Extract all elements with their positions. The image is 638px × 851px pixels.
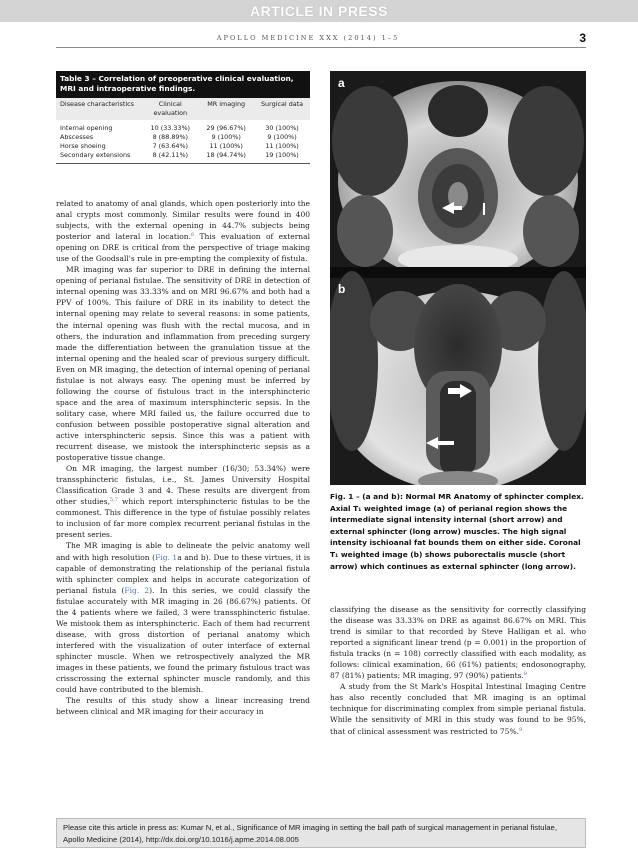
citation-ref[interactable]: 9	[518, 726, 523, 733]
table-cell: Abscesses	[60, 133, 94, 142]
table-label: Table 3 –	[60, 74, 99, 83]
text-run: A study from the St Mark's Hospital Intestinal Imaging Centre has also recently concluded that MR imaging is an optimal technique for discriminating complex from simple perianal fistula. While the sensitivity of MRI in this study was found to be 95%, that of clinical assessment was restricted to 75%.	[330, 682, 586, 736]
table-cell: 30 (100%)	[265, 124, 299, 133]
right-text-column	[330, 604, 586, 737]
figure-link[interactable]: Fig. 1	[155, 552, 178, 562]
table-cell: 7 (63.64%)	[152, 142, 189, 151]
table-cell: 8 (42.11%)	[152, 151, 189, 160]
panel-a-label: a	[338, 76, 345, 90]
table-row	[56, 133, 310, 142]
journal-name: APOLLO MEDICINE XXX (2014) 1–5	[216, 34, 400, 42]
paragraph: The results of this study show a linear increasing trend between clinical and MR imaging for their accuracy in	[56, 696, 310, 717]
text-run: related to anatomy of anal glands, which open posteriorly into the anal crypts most commonly. Similar results were found in 400 subjects, with the external opening in 44.7% subjects being posterior and lateral in location.	[56, 199, 310, 242]
column-header: MR imaging	[207, 100, 246, 108]
text-run: which report intersphincteric fistulas to be the commonest. This difference in the type of fistulae possibly relates to inclusion of far more complex recurrent perianal fistulas in the present series.	[56, 497, 310, 540]
citation-ref[interactable]: 8	[523, 671, 528, 678]
article-in-press-banner	[0, 0, 638, 22]
table-cell: 11 (100%)	[265, 142, 299, 151]
table-title: Correlation of preoperative clinical evaluation, MRI and intraoperative findings.	[60, 74, 294, 93]
table-cell: 9 (100%)	[211, 133, 241, 142]
table-row	[56, 142, 310, 151]
left-text-column	[56, 198, 310, 717]
long-arrow-icon	[483, 203, 485, 215]
text-run: a and b). Due to these virtues, it is capable of demonstrating the relationship of the perianal fistula with sphincter complex and helps in accurate categorization of perianal fistula (	[56, 552, 310, 595]
text-run: ). In this series, we could classify the fistulae accurately with MR imaging in 26 (86.67%) patients. Of the 4 patients where we failed, 3 were transsphincteric fistulae. We mistook them as intersphincteric. Each of them had recurrent disease, with gross distortion of perianal anatomy which interfered with the visualization of outer interface of external sphincter muscle. When we retrospectively analyzed the MR images in these patients, we found the primary fistulous tract was crisscrossing the external sphincter muscle randomly, and this could have contributed to the blemish.	[56, 585, 310, 695]
figure-caption: Fig. 1 – (a and b): Normal MR Anatomy of sphincter complex. Axial T₁ weighted image (a) of perianal region shows the intermediate signal intensity internal (short arrow) and external sphincter (long arrow) muscles. The high signal intensity ischioanal fat bounds them on either side. Coronal T₁ weighted image (b) shows puborectalis muscle (short arrow) which continues as external sphincter (long arrow).	[330, 492, 584, 571]
text-run: classifying the disease as the sensitivity for correctly classifying the disease was 33.33% on DRE as against 86.67% on MRI. This trend is similar to that recorded by Steve Halligan et al. who reported a significant linear trend (p = 0.001) in the proportion of fistula tracks (n = 108) correctly classified with each modality, as follows: clinical examination, 66 (61%) patients; endosonography, 87 (81%) patients; MR imaging, 97 (90%) patients.	[330, 605, 586, 681]
table-cell: 11 (100%)	[209, 142, 243, 151]
table-cell: Secondary extensions	[60, 151, 131, 160]
page-number: 3	[579, 31, 586, 45]
table-cell: 19 (100%)	[265, 151, 299, 160]
citation-box: Please cite this article in press as: Kumar N, et al., Significance of MR imaging in setting the ball path of surgical management in perianal fistulae, Apollo Medicine (2014), http://dx.doi.org/10.1016/j.apme.2014.08.005	[56, 818, 586, 848]
table-cell: 29 (96.67%)	[206, 124, 246, 133]
table-caption	[56, 71, 310, 98]
panel-b-label: b	[338, 282, 346, 296]
running-head	[56, 31, 586, 45]
header-rule	[56, 47, 586, 48]
table-header-row	[56, 98, 310, 120]
table-cell: 8 (88.89%)	[152, 133, 189, 142]
table-cell: Horse shoeing	[60, 142, 106, 151]
column-header: Surgical data	[261, 100, 304, 108]
column-header: Disease characteristics	[60, 100, 134, 108]
citation-ref[interactable]: 5,7	[109, 497, 118, 504]
table-bottom-rule	[56, 163, 310, 164]
panel-b-image	[330, 271, 586, 485]
citation-ref[interactable]: 6	[190, 232, 195, 239]
data-table	[56, 98, 310, 163]
banner-text: ARTICLE IN PRESS	[250, 3, 388, 19]
paragraph	[330, 604, 586, 681]
table-row	[56, 120, 310, 133]
panel-a-image	[330, 71, 586, 281]
table-cell: 18 (94.74%)	[206, 151, 246, 160]
table-cell: Internal opening	[60, 124, 113, 133]
paragraph	[56, 463, 310, 540]
figure-link[interactable]: Fig. 2	[124, 585, 150, 595]
paragraph	[56, 198, 310, 264]
text-run: The MR imaging is able to delineate the pelvic anatomy well and with high resolution (	[56, 541, 310, 562]
paragraph	[56, 540, 310, 695]
table-row	[56, 151, 310, 163]
mr-image-svg	[330, 71, 586, 485]
table-cell: 9 (100%)	[267, 133, 297, 142]
paragraph	[330, 681, 586, 736]
column-header: Clinical evaluation	[153, 100, 188, 117]
text-run: On MR imaging, the largest number (16/30; 53.34%) were transsphincteric fistulas, i.e., St. James University Hospital Classification Grade 3 and 4. These results are divergent from other studies,	[56, 464, 310, 507]
table-3	[56, 71, 310, 164]
paragraph: MR imaging was far superior to DRE in defining the internal opening of perianal fistulae. The sensitivity of DRE in detection of internal opening was 33.33% and on MRI 96.67% and both had a PPV of 100%. This failure of DRE in its inability to detect the internal opening may relate to several reasons: in some patients, the internal opening was flush with the rectal mucosa, and in others, the induration and inflammation from preceding surgery made the differentiation between the granulation tissue at the internal opening and the healed scar of previous surgery difficult. Even on MR imaging, the detection of internal opening of perianal fistulae is not always easy. The opening must be inferred by following the course of fistulous tract in the intersphincteric space and the area of maximum intersphincteric sepsis. In the solitary case, where MRI failed us, the failure occurred due to confusion between possible postoperative signal alteration and active intersphincteric sepsis. Since this was a patient with recurrent disease, we mistook the intersphincteric sepsis as a postoperative tissue change.	[56, 265, 310, 463]
figure-1-mr-images	[330, 71, 586, 485]
table-cell: 10 (33.33%)	[150, 124, 191, 133]
text-run: This evaluation of external opening on DRE is critical from the perspective of triage making use of the Goodsall's rule in pre-empting the complexity of fistula.	[56, 232, 310, 264]
